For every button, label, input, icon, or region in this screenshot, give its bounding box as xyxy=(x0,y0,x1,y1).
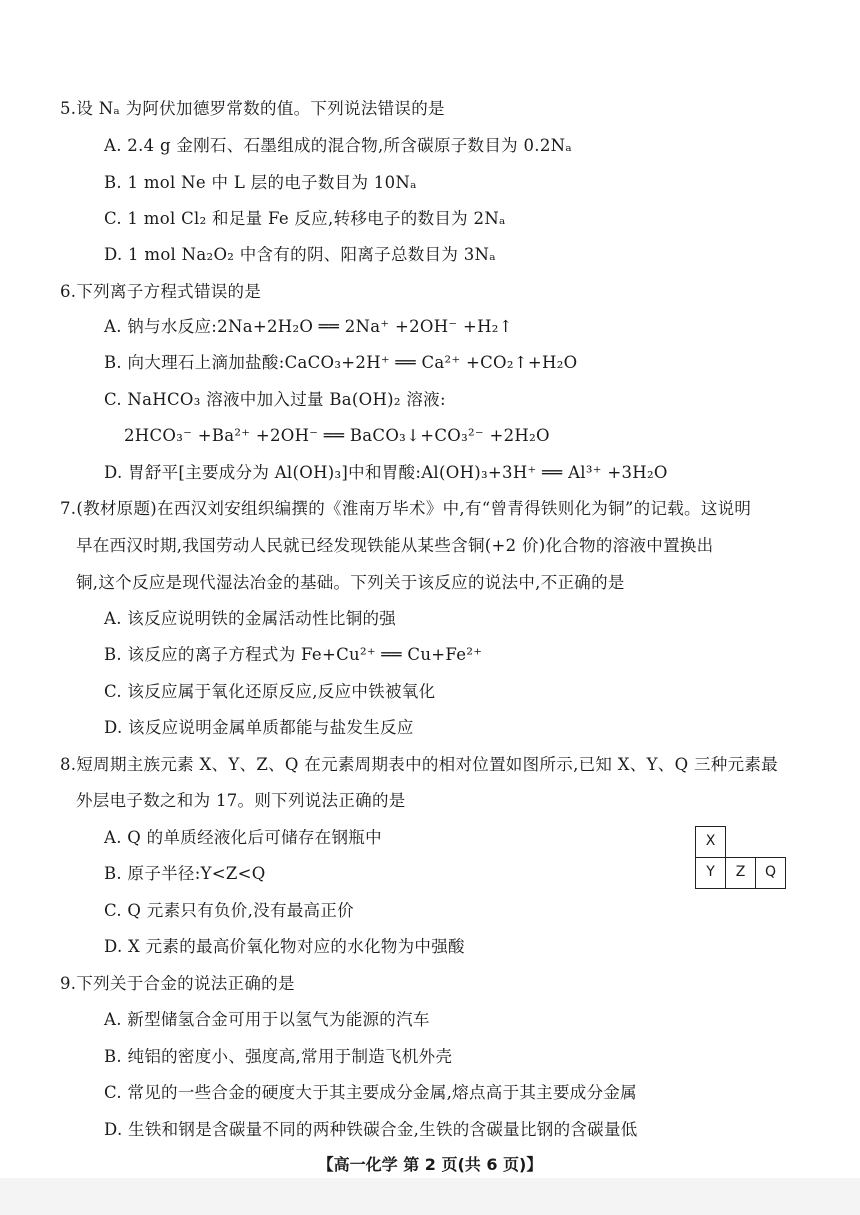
question-8-option-c: C. Q 元素只有负价,没有最高正价 xyxy=(104,901,354,920)
question-7-option-b: B. 该反应的离子方程式为 Fe+Cu²⁺ ══ Cu+Fe²⁺ xyxy=(104,645,483,664)
question-5-option-a: A. 2.4 g 金刚石、石墨组成的混合物,所含碳原子数目为 0.2Nₐ xyxy=(104,136,573,155)
table-cell-q: Q xyxy=(755,857,786,889)
question-8-stem-line-2: 外层电子数之和为 17。则下列说法正确的是 xyxy=(76,791,406,810)
periodic-table-fragment xyxy=(693,826,793,894)
question-5-option-b: B. 1 mol Ne 中 L 层的电子数目为 10Nₐ xyxy=(104,173,417,192)
page-footer: 【高一化学 第 2 页(共 6 页)】 xyxy=(317,1155,543,1174)
question-5-option-d: D. 1 mol Na₂O₂ 中含有的阴、阳离子总数目为 3Nₐ xyxy=(104,245,496,264)
question-7-option-c: C. 该反应属于氧化还原反应,反应中铁被氧化 xyxy=(104,682,436,701)
question-7-stem-line-1: 7.(教材原题)在西汉刘安组织编撰的《淮南万毕术》中,有“曾青得铁则化为铜”的记载。这说明 xyxy=(60,499,752,518)
question-5-stem: 5.设 Nₐ 为阿伏加德罗常数的值。下列说法错误的是 xyxy=(60,99,445,118)
question-6-option-a: A. 钠与水反应:2Na+2H₂O ══ 2Na⁺ +2OH⁻ +H₂↑ xyxy=(104,317,513,336)
question-6-stem: 6.下列离子方程式错误的是 xyxy=(60,282,262,301)
table-cell-z: Z xyxy=(725,857,756,889)
question-9-option-c: C. 常见的一些合金的硬度大于其主要成分金属,熔点高于其主要成分金属 xyxy=(104,1083,637,1102)
question-7-option-a: A. 该反应说明铁的金属活动性比铜的强 xyxy=(104,609,397,628)
question-7-stem-line-2: 早在西汉时期,我国劳动人民就已经发现铁能从某些含铜(+2 价)化合物的溶液中置换出 xyxy=(76,536,714,555)
question-5-option-c: C. 1 mol Cl₂ 和足量 Fe 反应,转移电子的数目为 2Nₐ xyxy=(104,209,506,228)
question-6-option-c: C. NaHCO₃ 溶液中加入过量 Ba(OH)₂ 溶液: xyxy=(104,390,446,409)
question-6-option-b: B. 向大理石上滴加盐酸:CaCO₃+2H⁺ ══ Ca²⁺ +CO₂↑+H₂O xyxy=(104,353,578,372)
question-6-option-d: D. 胃舒平[主要成分为 Al(OH)₃]中和胃酸:Al(OH)₃+3H⁺ ══ Al³⁺ +3H₂O xyxy=(104,463,668,482)
question-7-stem-line-3: 铜,这个反应是现代湿法冶金的基础。下列关于该反应的说法中,不正确的是 xyxy=(76,573,625,592)
question-8-stem-line-1: 8.短周期主族元素 X、Y、Z、Q 在元素周期表中的相对位置如图所示,已知 X、Y、Q 三种元素最 xyxy=(60,755,778,774)
question-9-option-b: B. 纯铝的密度小、强度高,常用于制造飞机外壳 xyxy=(104,1047,453,1066)
bottom-margin xyxy=(0,1178,860,1215)
question-6-option-c-equation: 2HCO₃⁻ +Ba²⁺ +2OH⁻ ══ BaCO₃↓+CO₃²⁻ +2H₂O xyxy=(124,426,550,445)
question-9-option-a: A. 新型储氢合金可用于以氢气为能源的汽车 xyxy=(104,1010,430,1029)
table-cell-y: Y xyxy=(695,857,726,889)
table-cell-x: X xyxy=(695,826,726,858)
question-8-option-a: A. Q 的单质经液化后可储存在钢瓶中 xyxy=(104,828,382,847)
question-8-option-b: B. 原子半径:Y<Z<Q xyxy=(104,864,266,883)
question-9-option-d: D. 生铁和钢是含碳量不同的两种铁碳合金,生铁的含碳量比钢的含碳量低 xyxy=(104,1120,638,1139)
question-9-stem: 9.下列关于合金的说法正确的是 xyxy=(60,974,295,993)
question-7-option-d: D. 该反应说明金属单质都能与盐发生反应 xyxy=(104,718,414,737)
question-8-option-d: D. X 元素的最高价氧化物对应的水化物为中强酸 xyxy=(104,937,465,956)
